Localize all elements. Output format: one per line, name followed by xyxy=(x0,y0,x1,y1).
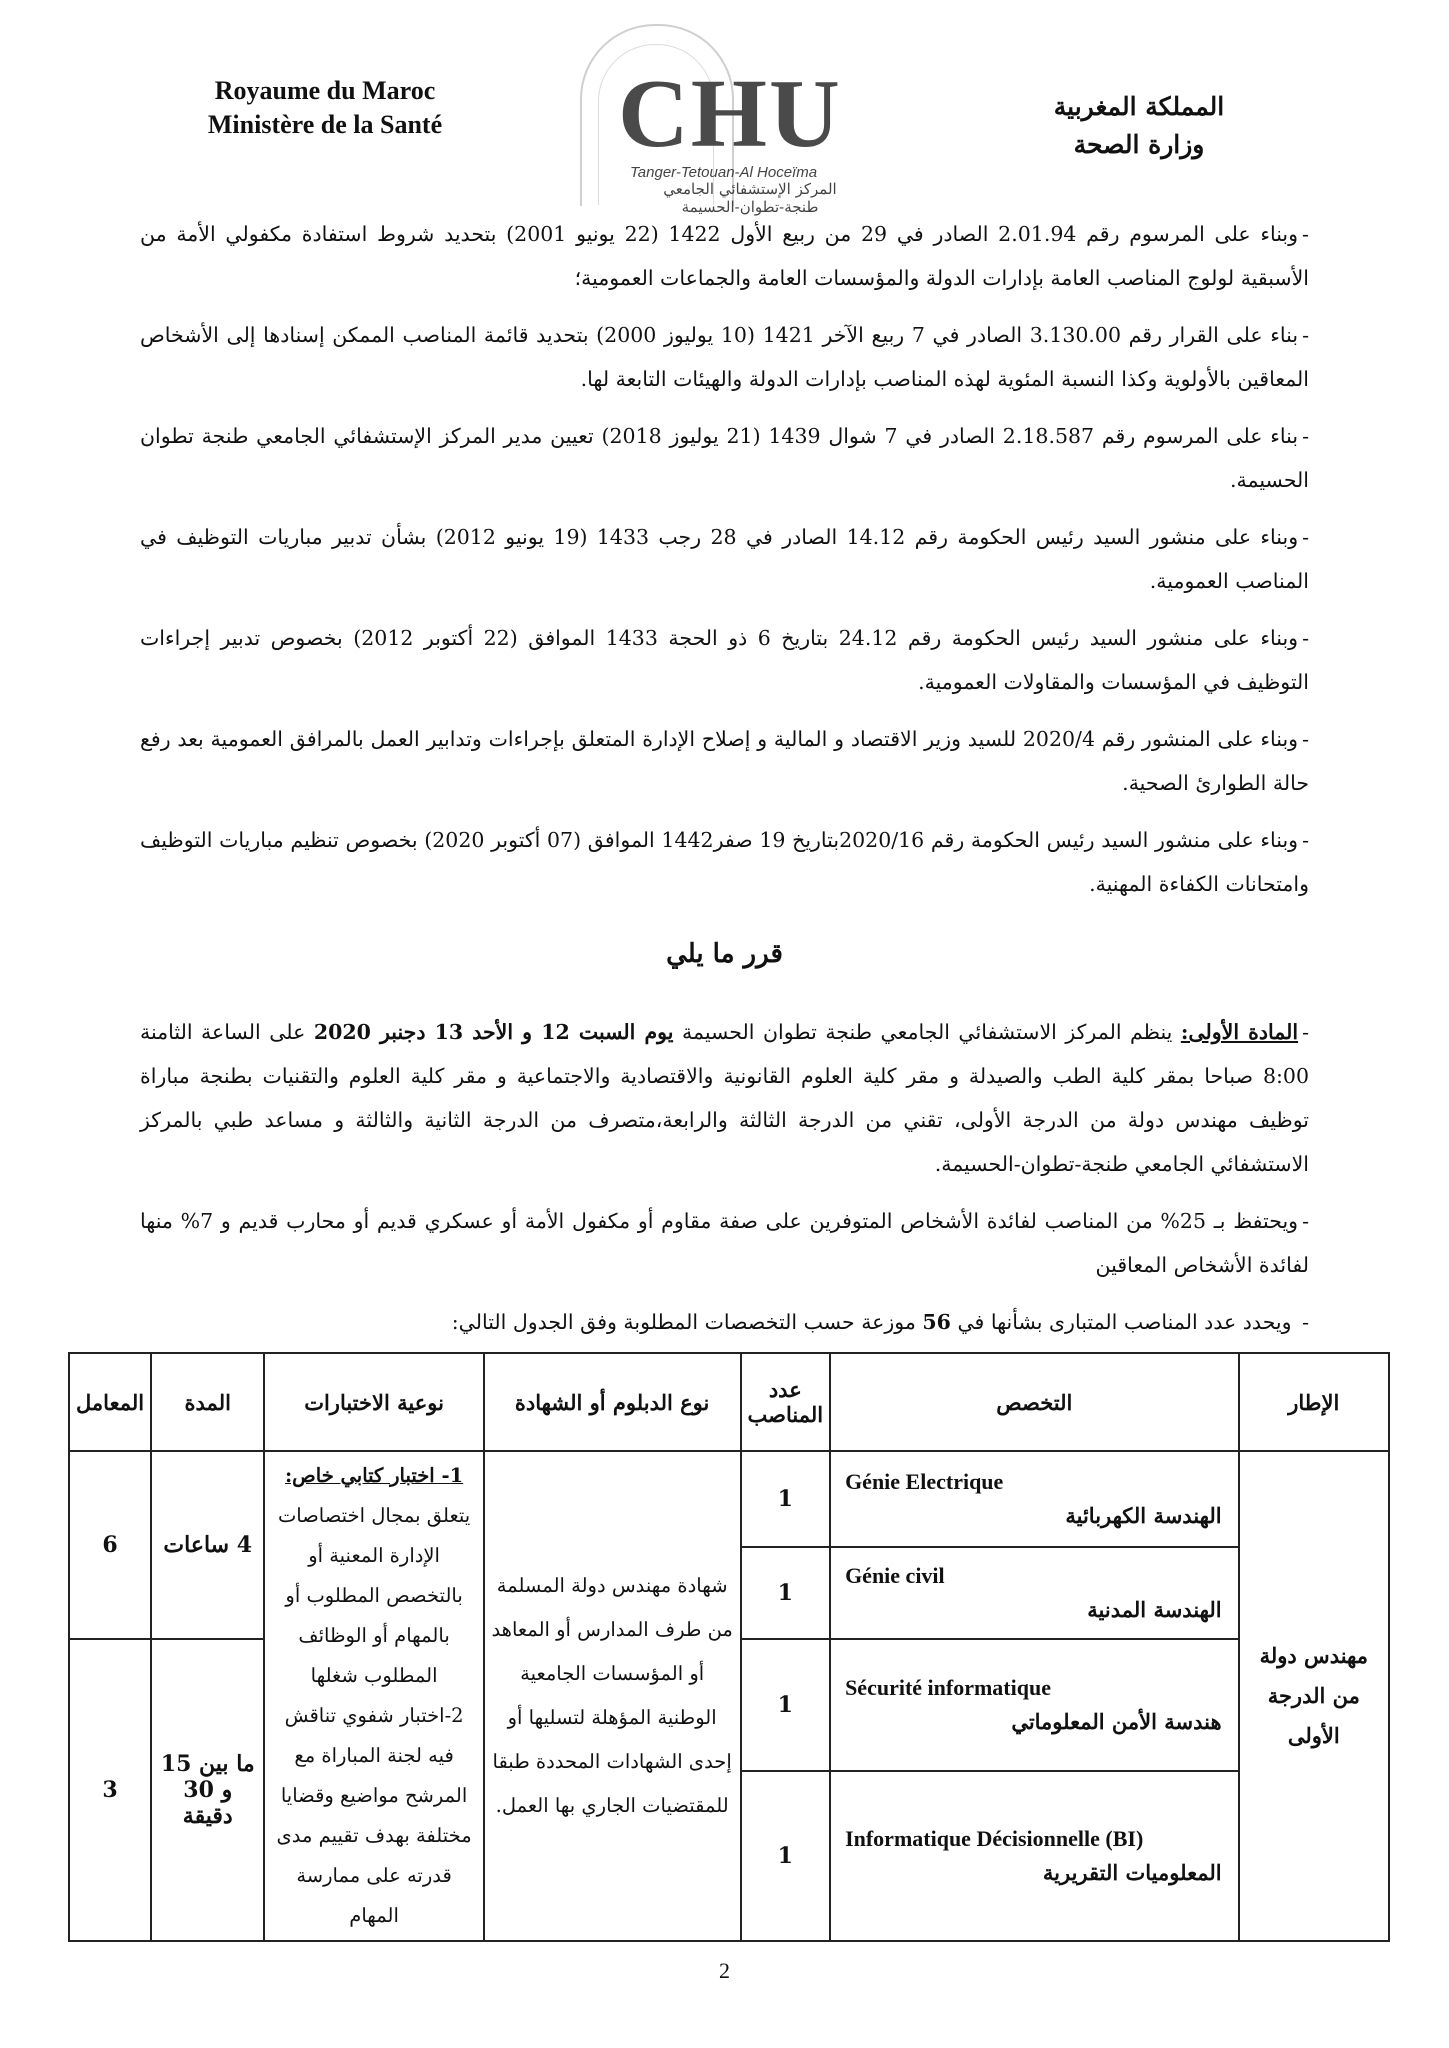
specialty-ar: هندسة الأمن المعلوماتي xyxy=(1011,1708,1222,1734)
article-1: -المادة الأولى: ينظم المركز الاستشفائي الجامعي طنجة تطوان الحسيمة يوم السبت 12 و الأحد 13 دجنبر 2020 على الساعة الثامنة 8:00 صباحا بمقر كلية الطب والصيدلة و مقر كلية العلوم القانونية والاقتصادية والاجتماعية و مقر كلية العلوم والتقنيات بطنجة مباراة توظيف مهندس دولة من الدرجة الأولى، تقني من الدرجة الثالثة والرابعة،متصرف من الدرجة الثانية والثالثة و مساعد طبي بالمركز الاستشفائي الجامعي طنجة-تطوان-الحسيمة. xyxy=(140,1020,1310,1176)
decision-heading: قرر ما يلي xyxy=(666,939,783,969)
preamble-item: -وبناء على المنشور رقم 2020/4 للسيد وزير الاقتصاد و المالية و إصلاح الإدارة المتعلق بإجراءات وتدابير العمل بالمرافق العمومية بعد رفع حالة الطوارئ الصحية. xyxy=(140,727,1310,795)
written-coef: 6 xyxy=(69,1451,151,1639)
count-cell: 1 xyxy=(741,1547,831,1639)
specialty-fr: Génie civil xyxy=(845,1562,945,1588)
positions-clause: - ويحدد عدد المناصب المتبارى بشأنها في 56 موزعة حسب التخصصات المطلوبة وفق الجدول التالي: xyxy=(451,1310,1309,1334)
specialty-fr: Informatique Décisionnelle (BI) xyxy=(845,1825,1144,1851)
preamble-item: -بناء على المرسوم رقم 2.18.587 الصادر في 7 شوال 1439 (21 يوليوز 2018) تعيين مدير المركز الإستشفائي الجامعي طنجة تطوان الحسيمة. xyxy=(140,424,1309,492)
document-body xyxy=(140,212,1309,1357)
specialty-fr: Génie Electrique xyxy=(845,1468,1004,1494)
tests-cell xyxy=(264,1451,483,1941)
specialty-cell xyxy=(830,1451,1239,1547)
written-duration: 4 ساعات xyxy=(151,1451,264,1639)
reserve-clause: -ويحتفظ بـ 25% من المناصب لفائدة الأشخاص المتوفرين على صفة مقاوم أو مكفول الأمة أو عسكري قديم أو محارب قديم و 7% منها لفائدة الأشخاص المعاقين xyxy=(140,1209,1309,1277)
specialty-ar: المعلوميات التقريرية xyxy=(1042,1859,1222,1885)
header-right xyxy=(1009,88,1269,164)
kingdom-fr: Royaume du Maroc xyxy=(214,76,436,105)
count-cell: 1 xyxy=(741,1451,831,1547)
written-test-title: 1- اختبار كتابي خاص: xyxy=(284,1464,464,1487)
diploma-cell: شهادة مهندس دولة المسلمة من طرف المدارس أو المعاهد أو المؤسسات الجامعية الوطنية المؤهلة لتسليها أو إحدى الشهادات المحددة طبقا للمقتضيات الجاري بها العمل. xyxy=(484,1451,741,1941)
logo-mark: CHU xyxy=(618,60,842,168)
article-1-head: المادة الأولى: xyxy=(1180,1020,1299,1044)
grade-cell: مهندس دولة من الدرجة الأولى xyxy=(1239,1451,1389,1941)
preamble-item: -وبناء على المرسوم رقم 2.01.94 الصادر في 29 من ربيع الأول 1422 (22 يونيو 2001) بتحديد شروط استفادة مكفولي الأمة من الأسبقية لولوج المناصب العامة بإدارات الدولة والمؤسسات العامة والجماعات العمومية؛ xyxy=(140,222,1309,290)
col-header-coef: المعامل xyxy=(69,1353,151,1451)
specialty-cell xyxy=(830,1547,1239,1639)
table-row xyxy=(69,1451,1389,1547)
specialty-ar: الهندسة الكهربائية xyxy=(1065,1502,1222,1528)
page-number: 2 xyxy=(719,1958,730,1983)
written-test-desc: يتعلق بمجال اختصاصات الإدارة المعنية أو بالتخصص المطلوب أو بالمهام أو الوظائف المطلوب شغلها xyxy=(277,1504,471,1687)
col-header-count: عدد المناصب xyxy=(741,1353,831,1451)
specialty-cell xyxy=(830,1771,1239,1941)
preamble-item: -بناء على القرار رقم 3.130.00 الصادر في 7 ربيع الآخر 1421 (10 يوليوز 2000) بتحديد قائمة المناصب الممكن إسنادها إلى الأشخاص المعاقين بالأولوية وكذا النسبة المئوية لهذه المناصب بإدارات الدولة والهيئات التابعة لها. xyxy=(140,323,1309,391)
preamble-item: -وبناء على منشور السيد رئيس الحكومة رقم 24.12 بتاريخ 6 ذو الحجة 1433 الموافق (22 أكتوبر 2012) بخصوص تدبير إجراءات التوظيف في المؤسسات والمقاولات العمومية. xyxy=(140,626,1310,694)
count-cell: 1 xyxy=(741,1639,831,1771)
oral-test-desc: 2-اختبار شفوي تناقش فيه لجنة المباراة مع المرشح مواضيع وقضايا مختلفة بهدف تقييم مدى قدرته على ممارسة المهام xyxy=(276,1704,472,1927)
col-header-diploma: نوع الدبلوم أو الشهادة xyxy=(484,1353,741,1451)
exam-date: يوم السبت 12 و الأحد 13 دجنبر 2020 xyxy=(313,1020,674,1044)
col-header-specialty: التخصص xyxy=(830,1353,1239,1451)
preamble-item: -وبناء على منشور السيد رئيس الحكومة رقم 14.12 الصادر في 28 رجب 1433 (19 يونيو 2012) بشأن تدبير مباريات التوظيف في المناصب العمومية. xyxy=(140,525,1310,593)
specialty-fr: Sécurité informatique xyxy=(845,1674,1051,1700)
header-left xyxy=(160,74,490,142)
kingdom-ar: المملكة المغربية xyxy=(1053,92,1225,121)
col-header-duration: المدة xyxy=(151,1353,264,1451)
ministry-ar: وزارة الصحة xyxy=(1073,130,1205,159)
table-header-row xyxy=(69,1353,1389,1451)
oral-duration: ما بين 15 و 30 دقيقة xyxy=(151,1639,264,1941)
ministry-fr: Ministère de la Santé xyxy=(207,110,443,139)
positions-table xyxy=(68,1352,1390,1942)
positions-count: 56 xyxy=(922,1310,951,1334)
logo-caption-ar-2: طنجة-تطوان-الحسيمة xyxy=(681,198,819,216)
col-header-tests: نوعية الاختبارات xyxy=(264,1353,483,1451)
preamble-item: -وبناء على منشور السيد رئيس الحكومة رقم 2020/16بتاريخ 19 صفر1442 الموافق (07 أكتوبر 2020) بخصوص تنظيم مباريات التوظيف وامتحانات الكفاءة المهنية. xyxy=(140,828,1310,896)
chu-logo xyxy=(560,14,890,214)
logo-caption-fr: Tanger-Tetouan-Al Hoceïma xyxy=(630,164,818,181)
specialty-cell xyxy=(830,1639,1239,1771)
specialty-ar: الهندسة المدنية xyxy=(1087,1596,1222,1622)
oral-coef: 3 xyxy=(69,1639,151,1941)
logo-caption-ar-1: المركز الإستشفائي الجامعي xyxy=(663,180,837,198)
col-header-grade: الإطار xyxy=(1239,1353,1389,1451)
count-cell: 1 xyxy=(741,1771,831,1941)
